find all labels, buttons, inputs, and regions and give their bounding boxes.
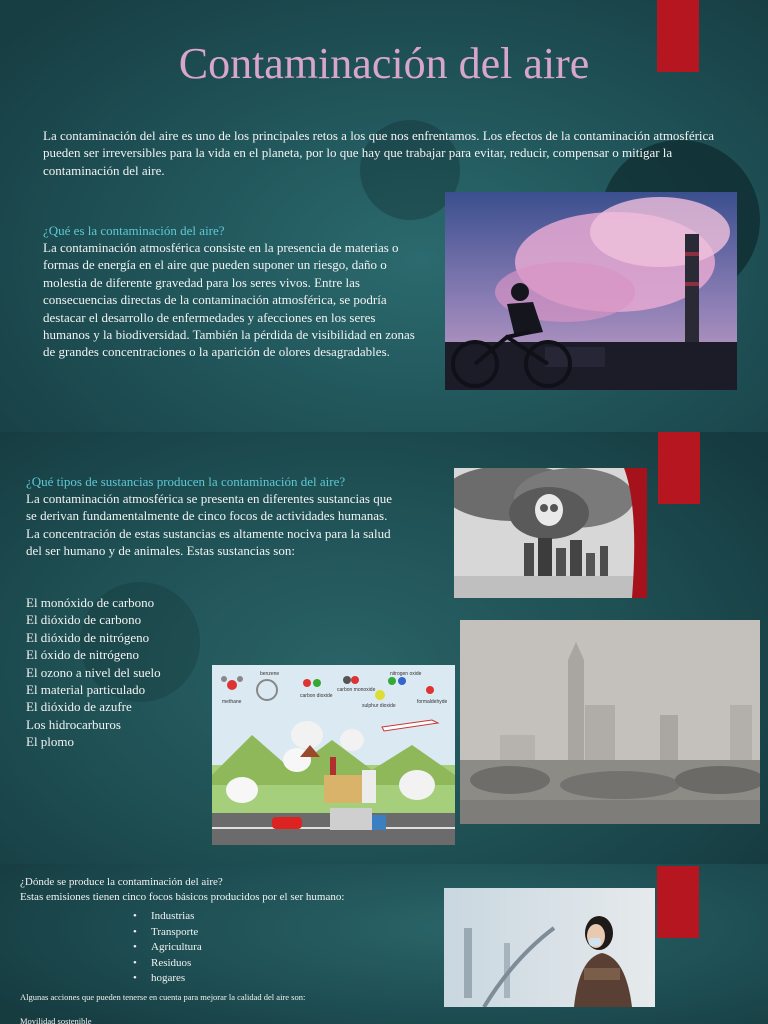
list-item: Los hidrocarburos [26,716,121,732]
molecule-label: carbon dioxide [300,693,333,699]
body-paragraph: La contaminación atmosférica se presenta en diferentes sustancias que se derivan fundamentalmente de cinco focos de actividades humanas. La concentración de estas sustancias es altamente nociva para la salud del ser humano y de animales. Estas sustancias son: [26,491,393,559]
list-item: • Industrias [151,909,202,925]
body-paragraph: Estas emisiones tienen cinco focos básicos producidos por el ser humano: [20,891,345,903]
list-item: El material particulado [26,682,146,698]
hazy-city-photo [460,620,760,824]
list-item: • Agricultura [151,940,202,956]
list-item: El dióxido de carbono [26,612,142,628]
cyclist-pollution-photo [445,192,737,390]
question-heading: ¿Qué tipos de sustancias producen la contaminación del aire? [26,474,346,489]
list-item: • hogares [151,971,202,987]
page-title: Contaminación del aire [178,39,590,88]
list-item: El ozono a nivel del suelo [26,664,161,680]
list-item: El plomo [26,734,75,750]
slide-3 [0,864,768,1024]
woman-mask-photo [444,888,655,1007]
toxic-cloud-city-photo [454,468,647,598]
list-item: El monóxido de carbono [26,595,155,610]
molecule-label: nitrogen oxide [390,671,422,677]
slide-1 [0,0,768,432]
molecule-label: formaldehyde [417,699,448,705]
list-item: • Residuos [151,956,202,972]
list-item: El óxido de nitrógeno [26,647,140,663]
list-item: • Transporte [151,925,202,941]
molecule-label: sulphur dioxide [362,703,396,709]
question-heading: ¿Dónde se produce la contaminación del aire? [20,876,223,888]
substances-list [26,594,161,751]
pollution-infographic [212,665,455,845]
molecule-label: carbon monoxide [337,687,376,693]
sources-list [151,909,202,987]
question-heading: ¿Qué es la contaminación del aire? [43,223,225,238]
body-paragraph: La contaminación atmosférica consiste en la presencia de materias o formas de energía en el aire que pueden suponer un riesgo, daño o molestia de diferente gravedad para los seres vivos. Entre las consecuencias directas de la contaminación atmosférica, se podría destacar el desarrollo de enfermedades y afecciones en los seres humanos y la biodiversidad. También la pérdida de visibilidad en zonas de grandes concentraciones o la aparición de olores desagradables. [43,240,415,360]
accent-bar [658,432,700,504]
accent-bar [657,866,699,938]
molecule-label: benzene [260,671,280,677]
intro-paragraph: La contaminación del aire es uno de los principales retos a los que nos enfrentamos. Los efectos de la contaminación atmosférica pueden ser irreversibles para la vida en el planeta, por lo que hay que trabajar para evitar, reducir, compensar o mitigar la contaminación del aire. [43,128,715,178]
list-item: El dióxido de nitrógeno [26,629,150,645]
molecule-label: methane [222,699,242,705]
actions-text: Algunas acciones que pueden tenerse en cuenta para mejorar la calidad del aire son: [20,992,306,1002]
slide-2 [0,432,768,864]
action-item: Movilidad sostenible [20,1016,92,1024]
list-item: El dióxido de azufre [26,699,132,715]
